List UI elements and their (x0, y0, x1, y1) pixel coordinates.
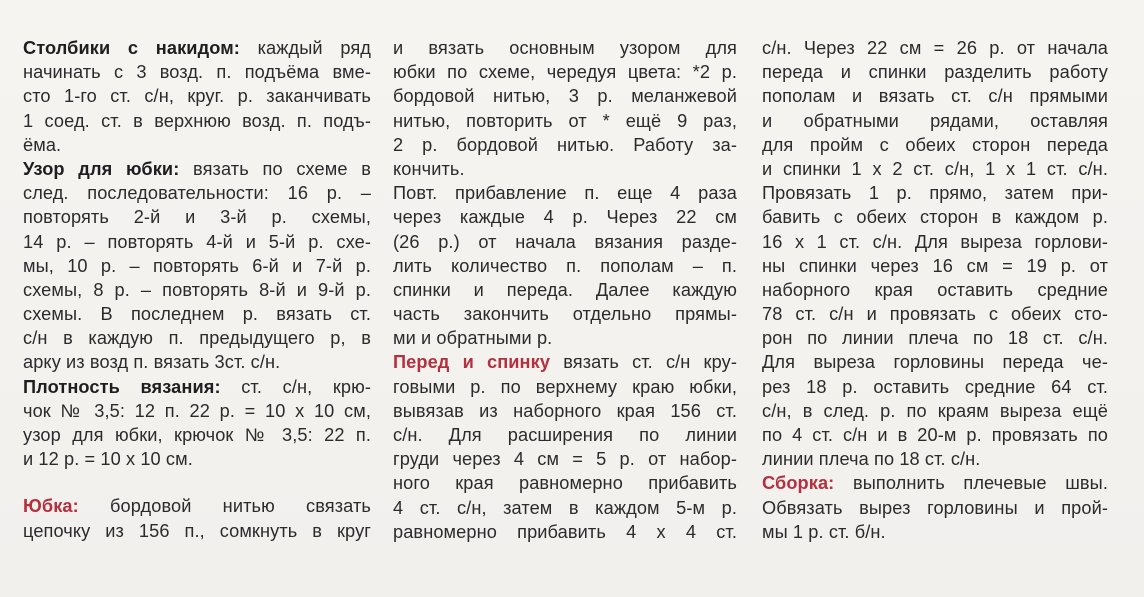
text-line: ны спинки через 16 см = 19 р. от (762, 255, 1108, 276)
paragraph-gap (23, 471, 371, 494)
text-line: пополам и вязать ст. с/н прямыми (762, 86, 1108, 107)
text-line: кончить. (393, 158, 465, 179)
text-line: след. последовательности: 16 р. – (23, 183, 371, 204)
text-line: вывязав из наборного края 156 ст. (393, 400, 737, 421)
heading-stolbiki: Столбики с накидом: (23, 38, 240, 58)
text-line: и обратными рядами, оставляя (762, 110, 1108, 131)
text-line: с/н в каждую п. предыдущего р, в (23, 328, 371, 349)
text-line: для пройм с обеих сторон переда (762, 134, 1108, 155)
text-line: ёма. (23, 134, 62, 155)
paragraph-plotnost (23, 375, 371, 472)
text-line: равномерно прибавить 4 х 4 ст. (393, 521, 737, 542)
text-line: наборного края оставить средние (762, 279, 1108, 300)
text-line: ст. с/н, крю- (241, 376, 372, 397)
text-line: переда и спинки разделить работу (762, 62, 1108, 83)
text-line: рез 18 р. оставить средние 64 ст. (762, 376, 1108, 397)
text-line: чок № 3,5: 12 п. 22 р. = 10 х 10 см, (23, 400, 371, 421)
text-line: 4 ст. с/н, затем в каждом 5-м р. (393, 497, 737, 518)
text-line: с/н. Для расширения по линии (393, 425, 737, 445)
text-line: Обвязать вырез горловины и прой- (762, 497, 1108, 518)
paragraph-yubka-cont (393, 36, 737, 181)
text-line: юбки по схеме, чередуя цвета: *2 р. (393, 62, 737, 83)
text-line: Повт. прибавление п. еще 4 раза (393, 183, 737, 204)
text-line: (26 р.) от начала вязания разде- (393, 231, 737, 252)
text-line: лить количество п. пополам – п. (393, 255, 737, 276)
text-line: каждый ряд (257, 38, 372, 58)
text-line: ного края равномерно прибавить (393, 473, 737, 494)
text-line: вязать по схеме в (193, 158, 371, 179)
text-line: схемы. В последнем р. вязать ст. (23, 304, 371, 325)
text-line: начинать с 3 возд. п. подъёма вме- (23, 62, 371, 83)
text-column-2 (393, 36, 737, 544)
text-line: и 12 р. = 10 х 10 см. (23, 449, 193, 470)
text-line: 78 ст. с/н и провязать с обеих сто- (762, 304, 1108, 325)
text-line: и вязать основным узором для (393, 38, 737, 58)
heading-plotnost: Плотность вязания: (23, 376, 221, 397)
text-line: говыми р. по верхнему краю юбки, (393, 376, 737, 397)
text-line: часть закончить отдельно прямы- (393, 304, 737, 325)
paragraph-stolbiki (23, 36, 371, 157)
text-line: мы 1 р. ст. б/н. (762, 521, 886, 542)
text-line: мы, 10 р. – повторять 6-й и 7-й р. (23, 255, 371, 276)
text-line: с/н. Через 22 см = 26 р. от начала (762, 38, 1108, 58)
text-line: вязать ст. с/н кру- (563, 352, 737, 373)
heading-uzor: Узор для юбки: (23, 158, 180, 179)
text-line: через каждые 4 р. Через 22 см (393, 207, 737, 228)
text-line: сто 1-го ст. с/н, круг. р. заканчивать (23, 86, 371, 107)
text-line: бордовой нитью связать (109, 496, 372, 517)
text-line: повторять 2-й и 3-й р. схемы, (23, 207, 371, 228)
text-line: нитью, повторить от * ещё 9 раз, (393, 110, 737, 131)
text-line: узор для юбки, крючок № 3,5: 22 п. (23, 425, 371, 445)
paragraph-uzor (23, 157, 371, 375)
text-line: арку из возд п. вязать 3ст. с/н. (23, 352, 281, 373)
heading-sborka: Сборка: (762, 473, 835, 494)
text-line: цепочку из 156 п., сомкнуть в круг (23, 520, 371, 541)
text-line: Провязать 1 р. прямо, затем при- (762, 183, 1108, 204)
text-line: Для выреза горловины переда че- (762, 352, 1108, 373)
text-line: 1 соед. ст. в верхнюю возд. п. подъ- (23, 110, 371, 131)
paragraph-pered (393, 350, 737, 544)
text-line: 14 р. – повторять 4-й и 5-й р. схе- (23, 231, 371, 252)
paragraph-yubka (23, 494, 371, 542)
paragraph-pered-cont (762, 36, 1108, 471)
text-line: с/н, в след. р. по краям выреза ещё (762, 400, 1108, 421)
text-line: бавить с обеих сторон в каждом р. (762, 207, 1108, 228)
text-line: спинки и переда. Далее каждую (393, 279, 737, 300)
paragraph-povt (393, 181, 737, 350)
text-line: груди через 4 см = 5 р. от набор- (393, 449, 737, 470)
text-line: бордовой нитью, 3 р. меланжевой (393, 86, 737, 107)
text-line: линии плеча по 18 ст. с/н. (762, 449, 981, 470)
text-line: и спинки 1 х 2 ст. с/н, 1 х 1 ст. с/н. (762, 158, 1108, 179)
text-line: рон по линии плеча по 18 ст. с/н. (762, 328, 1108, 349)
text-line: ми и обратными р. (393, 328, 553, 349)
text-line: выполнить плечевые швы. (852, 473, 1108, 494)
text-column-1 (23, 36, 371, 543)
text-column-3 (762, 36, 1108, 544)
heading-pered: Перед и спинку (393, 352, 551, 373)
text-line: схемы, 8 р. – повторять 8-й и 9-й р. (23, 279, 371, 300)
text-line: по 4 ст. с/н и в 20-м р. провязать по (762, 425, 1108, 445)
text-line: 2 р. бордовой нитью. Работу за- (393, 134, 737, 155)
paragraph-sborka (762, 471, 1108, 544)
heading-yubka: Юбка: (23, 496, 79, 517)
text-line: 16 х 1 ст. с/н. Для выреза горлови- (762, 231, 1108, 252)
